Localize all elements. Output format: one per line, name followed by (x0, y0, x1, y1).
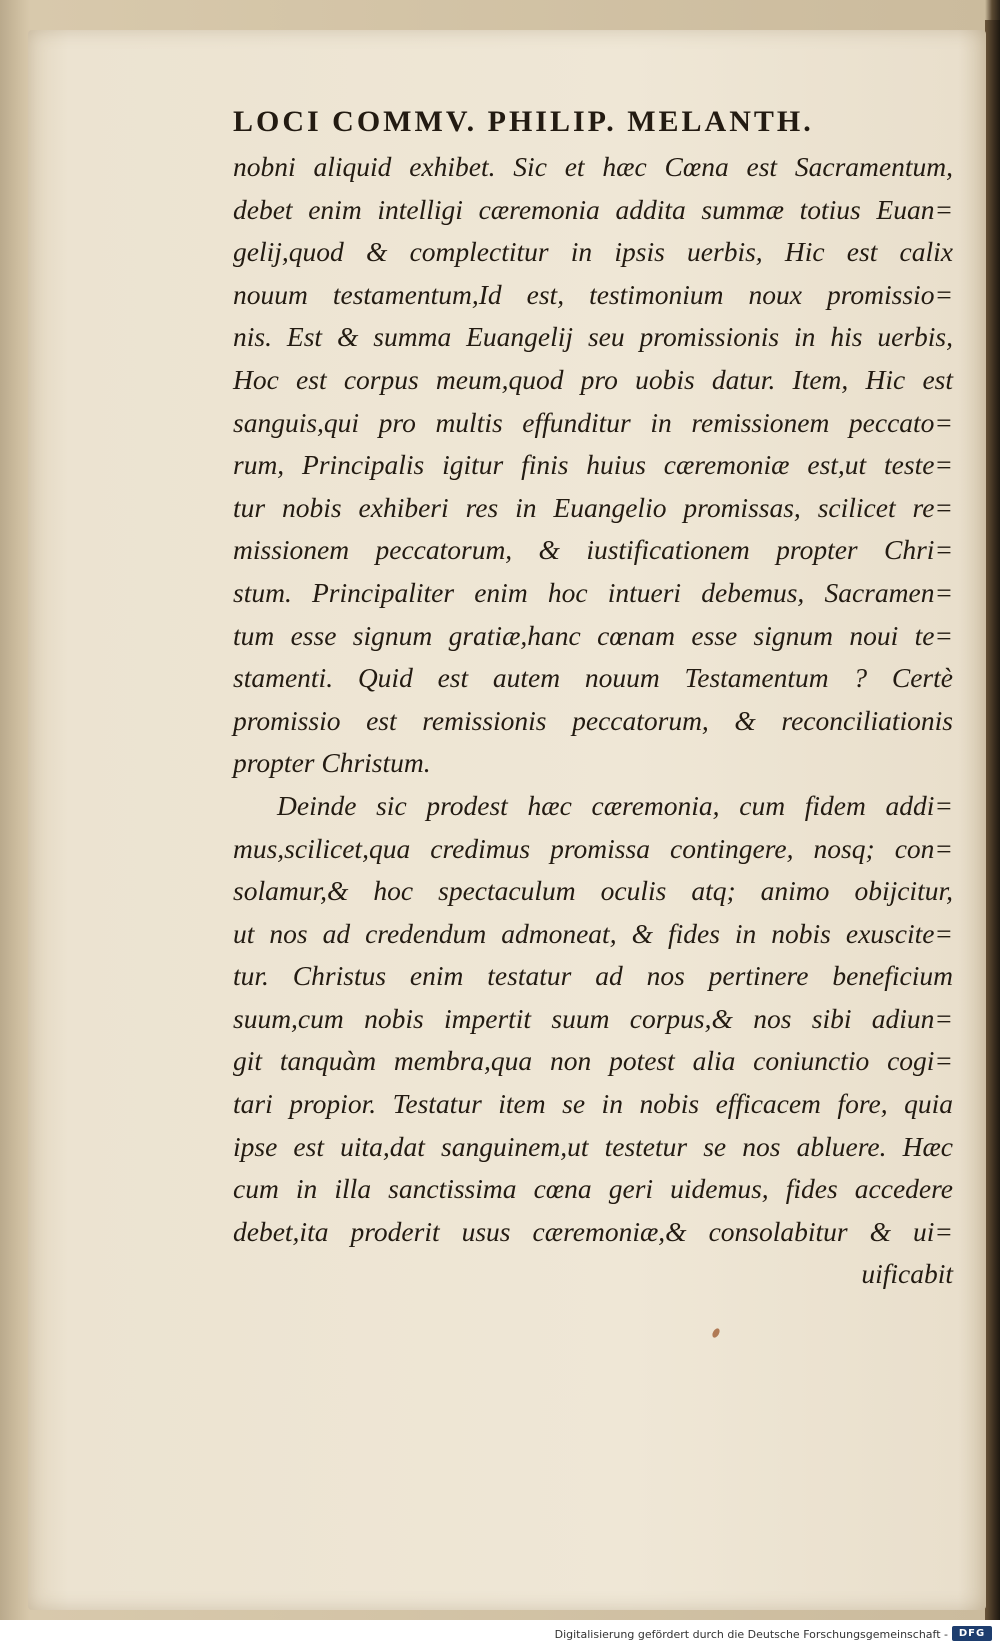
text-line: propter Christum. (233, 747, 431, 779)
text-line: sanguis,qui pro multis effunditur in remissionem peccato= (233, 406, 953, 438)
book-spine-edge (985, 20, 1000, 1620)
text-line: rum, Principalis igitur finis huius cæremoniæ est,ut teste= (233, 449, 953, 481)
text-line: suum,cum nobis impertit suum corpus,& nos sibi adiun= (233, 1002, 953, 1034)
paragraph-2 (233, 785, 953, 1254)
text-line: ipse est uita,dat sanguinem,ut testetur se nos abluere. Hæc (233, 1130, 953, 1162)
catchword: uificabit (861, 1258, 953, 1290)
text-line: solamur,& hoc spectaculum oculis atq; animo obijcitur, (233, 875, 953, 907)
text-line: Deinde sic prodest hæc cæremonia, cum fidem addi= (277, 789, 953, 821)
text-line: promissio est remissionis peccatorum, & reconciliationis (233, 704, 953, 736)
dfg-logo: DFG (952, 1626, 992, 1641)
text-line: nouum testamentum,Id est, testimonium noux promissio= (233, 278, 953, 310)
text-line: mus,scilicet,qua credimus promissa contingere, nosq; con= (233, 832, 953, 864)
text-line: git tanquàm membra,qua non potest alia coniunctio cogi= (233, 1045, 953, 1077)
text-line: nobni aliquid exhibet. Sic et hæc Cœna est Sacramentum, (233, 151, 953, 182)
text-line: Hoc est corpus meum,quod pro uobis datur. Item, Hic est (233, 363, 953, 395)
text-line: stamenti. Quid est autem nouum Testamentum ? Certè (233, 662, 953, 694)
text-line: tum esse signum gratiæ,hanc cœnam esse signum noui te= (233, 619, 953, 651)
text-line: nis. Est & summa Euangelij seu promissionis in his uerbis, (233, 321, 953, 353)
text-line: tur. Christus enim testatur ad nos pertinere beneficium (233, 960, 953, 992)
text-line: debet,ita proderit usus cæremoniæ,& consolabitur & ui= (233, 1215, 953, 1247)
text-line: tur nobis exhiberi res in Euangelio promissas, scilicet re= (233, 491, 953, 523)
text-line: stum. Principaliter enim hoc intueri debemus, Sacramen= (233, 576, 953, 608)
text-line: cum in illa sanctissima cœna geri uidemus, fides accedere (233, 1173, 953, 1205)
paragraph-1 (233, 146, 953, 785)
text-line: gelij,quod & complectitur in ipsis uerbis, Hic est calix (233, 236, 953, 268)
text-line: tari propior. Testatur item se in nobis efficacem fore, quia (233, 1088, 953, 1120)
text-line: debet enim intelligi cæremonia addita summæ totius Euan= (233, 193, 953, 225)
funding-credit: Digitalisierung gefördert durch die Deutsche Forschungsgemeinschaft - (554, 1628, 948, 1641)
text-block (233, 100, 953, 1296)
text-line: ut nos ad credendum admoneat, & fides in nobis exuscite= (233, 917, 953, 949)
text-line: missionem peccatorum, & iustificationem propter Chri= (233, 534, 953, 566)
running-head: LOCI COMMV. PHILIP. MELANTH. (233, 105, 814, 138)
